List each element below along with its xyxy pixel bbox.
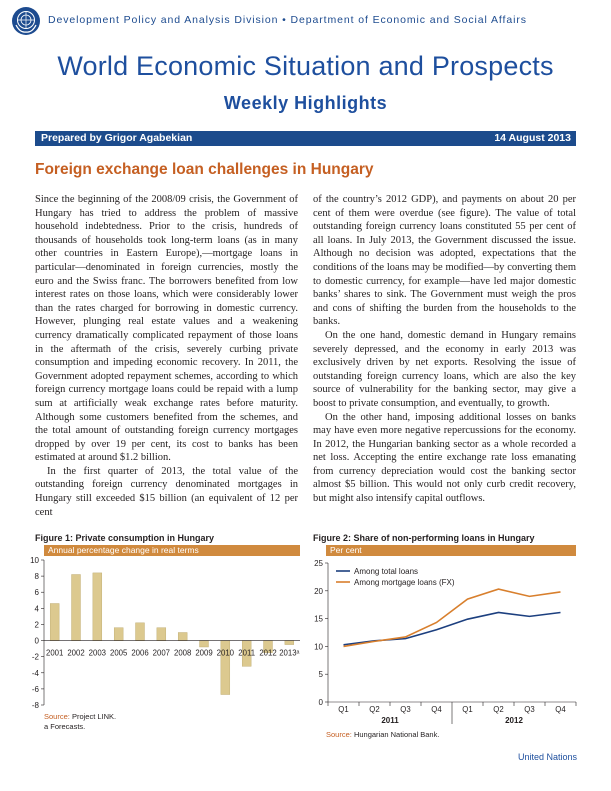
x-tick-label: 2006: [131, 648, 149, 658]
source-text: Project LINK.: [69, 712, 117, 721]
x-tick-label: 2001: [45, 648, 64, 658]
paragraph: In the first quarter of 2013, the total value of the outstanding foreign currency denominated mortgages in Hungary still exceeded $15 billion (an equivalent of 12 per cent: [35, 465, 298, 518]
x-tick-label: 2007: [152, 648, 171, 658]
x-tick-label: Q1: [338, 705, 349, 714]
x-group-label: 2011: [381, 716, 399, 725]
x-tick-label: Q4: [555, 705, 566, 714]
y-tick-label: -4: [31, 668, 39, 678]
series-line: [344, 589, 561, 646]
y-tick-label: 4: [34, 604, 39, 614]
division-line: Development Policy and Analysis Division • Department of Economic and Social Affairs: [48, 14, 527, 26]
y-tick-label: 0: [34, 636, 39, 646]
y-tick-label: 10: [314, 642, 323, 652]
x-tick-label: Q4: [431, 705, 442, 714]
page-title: World Economic Situation and Prospects: [57, 51, 554, 81]
x-tick-label: Q2: [369, 705, 380, 714]
x-tick-label: 2010: [216, 648, 235, 658]
y-tick-label: 25: [314, 559, 323, 568]
y-tick-label: 2: [34, 620, 39, 630]
x-tick-label: 2003: [88, 648, 107, 658]
y-tick-label: -6: [31, 684, 39, 694]
x-tick-label: Q3: [400, 705, 411, 714]
x-tick-label: Q3: [524, 705, 535, 714]
source-label: Source:: [44, 712, 70, 721]
figure2-subtitle: Per cent: [326, 545, 576, 556]
paragraph: On the one hand, domestic demand in Hungary remains severely depressed, and the economy in early 2013 was exclusively driven by net exports. Resolving the issue of outstanding foreign currency loans, which are also the key source of vulnerability for the banking sector, may give a boost to private consumption, and eventually, to growth.: [313, 329, 576, 409]
legend-label: Among mortgage loans (FX): [354, 578, 455, 587]
publication-date: 14 August 2013: [494, 132, 571, 144]
x-tick-label: 2013ᵃ: [279, 648, 300, 658]
y-tick-label: 5: [318, 670, 323, 680]
x-tick-label: 2008: [173, 648, 192, 658]
legend-label: Among total loans: [354, 567, 419, 576]
y-tick-label: -8: [31, 701, 39, 710]
x-tick-label: Q2: [493, 705, 504, 714]
series-line: [344, 612, 561, 644]
source-label: Source:: [326, 730, 352, 739]
paragraph: of the country’s 2012 GDP), and payments on about 20 per cent of them were overdue (see figure). The value of total outstanding foreign currency loans constituted 55 per cent of all loans. In July 2013, the Government discussed the issue. Although no decision was adopted, expectations that the conditions of the loans may be modified—by converting them to domestic currency, for example—have led major domestic banks’ shares to sink. The Government must weigh the pros and cons of shifting the burden from the households to the banks.: [313, 194, 576, 328]
figure1-subtitle: Annual percentage change in real terms: [44, 545, 300, 556]
x-tick-label: 2009: [195, 648, 213, 658]
figure1-note: a Forecasts.: [44, 722, 86, 731]
y-tick-label: -2: [31, 652, 39, 662]
y-tick-label: 8: [34, 572, 39, 582]
source-text: Hungarian National Bank.: [351, 730, 440, 739]
x-tick-label: 2012: [259, 648, 277, 658]
x-group-label: 2012: [505, 716, 523, 725]
y-tick-label: 15: [314, 614, 323, 624]
footer-org: United Nations: [517, 752, 577, 762]
y-tick-label: 6: [34, 588, 39, 598]
x-tick-label: 2002: [67, 648, 85, 658]
figure2-title: Figure 2: Share of non-performing loans in Hungary: [313, 533, 535, 543]
x-tick-label: 2011: [238, 648, 256, 658]
figure1-title: Figure 1: Private consumption in Hungary: [35, 533, 215, 543]
article-title: Foreign exchange loan challenges in Hungary: [35, 161, 374, 178]
y-tick-label: 0: [318, 698, 323, 707]
y-tick-label: 10: [30, 556, 39, 565]
paragraph: Since the beginning of the 2008/09 crisis, the Government of Hungary has tried to address the problem of massive household indebtedness. Prior to the crisis, hundreds of thousands of households took long-term loans (as in many other countries in Eastern Europe),—mortgage loans in particular—denominated in foreign currencies, mostly the euro and the Swiss franc. The borrowers benefited from low interest rates on those loans, which were considerably lower than the rates charged for borrowing in domestic currency. However, plunging real estate values and a weakening currency dramatically complicated repayment of those loans in the aftermath of the crisis, severely curbing private consumption and impeding economic recovery. In 2011, the Government adopted repayment schemes, according to which foreign currency mortgage loans could be repaid with a lump sum at artificially weak exchange rates before maturity. Although some customers benefited from the schemes, and the total amount of outstanding foreign currency mortgages dropped by over 19 per cent, its cost to banks has been estimated at around $1.2 billion.: [35, 194, 298, 464]
x-tick-label: 2005: [109, 648, 128, 658]
y-tick-label: 20: [314, 586, 323, 596]
prepared-by: Prepared by Grigor Agabekian: [41, 132, 193, 144]
x-tick-label: Q1: [462, 705, 473, 714]
paragraph: On the other hand, imposing additional losses on banks may have even more negative repercussions for the economy. In 2012, the Hungarian banking sector as a whole recorded a net loss. Accepting the entire exchange rate loss emanating from currency depreciation would cost the banking sector almost $5 billion. This would not only curb credit recovery, but might also intensify capital outflows.: [313, 411, 576, 505]
page-subtitle: Weekly Highlights: [223, 93, 388, 113]
